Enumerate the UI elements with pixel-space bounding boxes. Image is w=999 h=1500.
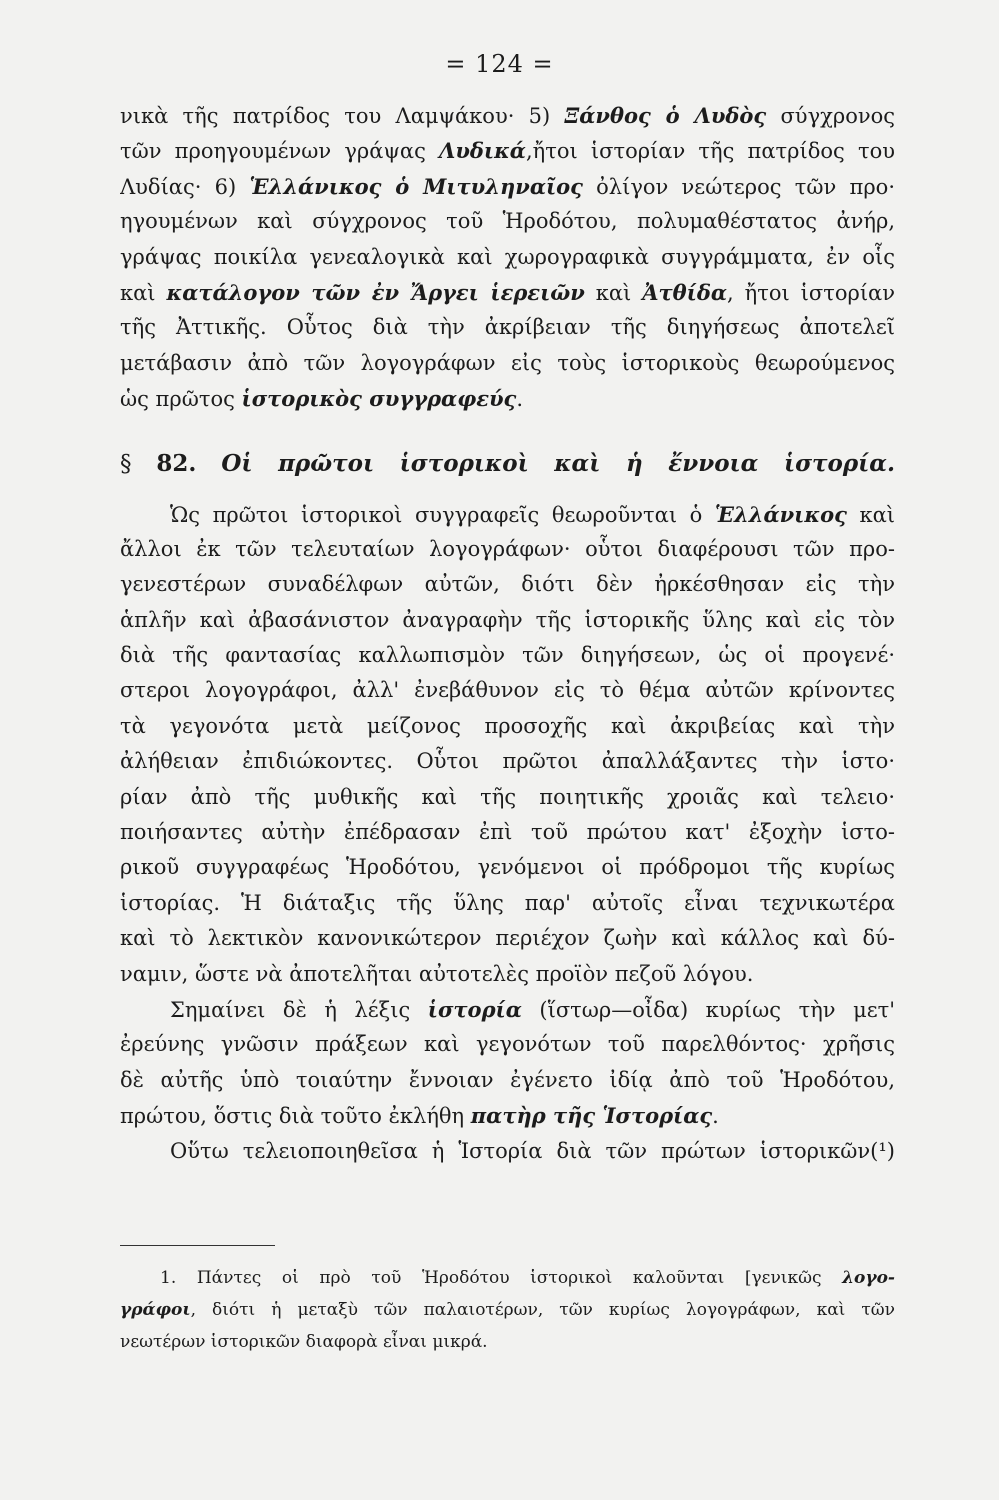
text-line: ἱστορίας. Ἡ διάταξις τῆς ὕλης παρ' αὐτοῖς εἶναι τεχνικωτέρα xyxy=(120,890,895,915)
text-line: ὡς πρῶτος ἱστορικὸς συγγραφεύς. xyxy=(120,386,524,412)
main-text xyxy=(120,98,895,1169)
text-line: μετάβασιν ἀπὸ τῶν λογογράφων εἰς τοὺς ἱστορικοὺς θεωρούμενος xyxy=(120,350,895,375)
text-line: στεροι λογογράφοι, ἀλλ' ἐνεβάθυνον εἰς τὸ θέμα αὐτῶν κρίνοντες xyxy=(120,678,895,703)
footnote-rule xyxy=(120,1245,275,1246)
section-symbol: § xyxy=(120,450,132,477)
footnote xyxy=(120,1262,895,1358)
text-line: γράψας ποικίλα γενεαλογικὰ καὶ χωρογραφικὰ συγγράμματα, ἐν οἷς xyxy=(120,244,895,269)
emphasized-term: πατὴρ τῆς Ἱστορίας xyxy=(470,1103,713,1129)
text-line: διὰ τῆς φαντασίας καλλωπισμὸν τῶν διηγήσεων, ὡς οἱ προγενέ· xyxy=(120,643,895,668)
emphasized-term: ἱστορικὸς συγγραφεύς xyxy=(241,386,517,412)
text-line: τὰ γεγονότα μετὰ μείζονος προσοχῆς καὶ ἀκριβείας καὶ τὴν xyxy=(120,713,895,738)
spacer xyxy=(120,417,895,439)
footnote-line: νεωτέρων ἱστορικῶν διαφορὰ εἶναι μικρά. xyxy=(120,1332,488,1352)
emphasized-term: γράφοι xyxy=(120,1300,191,1320)
text-line: γενεστέρων συναδέλφων αὐτῶν, διότι δὲν ἠρκέσθησαν εἰς τὴν xyxy=(120,572,895,597)
text-line: καὶ τὸ λεκτικὸν κανονικώτερον περιέχον ζωὴν καὶ κάλλος καὶ δύ- xyxy=(120,926,895,951)
text-line: ναμιν, ὥστε νὰ ἀποτελῆται αὐτοτελὲς προϊὸν πεζοῦ λόγου. xyxy=(120,961,754,986)
paragraph-2 xyxy=(120,497,895,992)
footnote-line: 1. Πάντες οἱ πρὸ τοῦ Ἡροδότου ἱστορικοὶ καλοῦνται [γενικῶς λογο- xyxy=(160,1268,895,1288)
emphasized-term: Ἑλλάνικος xyxy=(714,501,847,527)
footnote-line: γράφοι, διότι ἡ μεταξὺ τῶν παλαιοτέρων, τῶν κυρίως λογογράφων, καὶ τῶν xyxy=(120,1300,895,1320)
text-line: ρίαν ἀπὸ τῆς μυθικῆς καὶ τῆς ποιητικῆς χροιᾶς καὶ τελειο· xyxy=(120,784,895,809)
text-line: ἁπλῆν καὶ ἀβασάνιστον ἀναγραφὴν τῆς ἱστορικῆς ὕλης καὶ εἰς τὸν xyxy=(120,607,895,632)
paragraph-3 xyxy=(120,992,895,1134)
paragraph-1 xyxy=(120,98,895,417)
emphasized-term: λογο- xyxy=(842,1268,895,1288)
spacer xyxy=(120,489,895,497)
section-title: Οἱ πρῶτοι ἱστορικοὶ καὶ ἡ ἔννοια ἱστορία. xyxy=(221,449,895,477)
text-line: ἄλλοι ἐκ τῶν τελευταίων λογογράφων· οὗτοι διαφέρουσι τῶν προ- xyxy=(120,536,895,561)
text-line: καὶ κατάλογον τῶν ἐν Ἄργει ἱερειῶν καὶ Ἀτθίδα, ἤτοι ἱστορίαν xyxy=(120,279,895,305)
text-line: πρώτου, ὅστις διὰ τοῦτο ἐκλήθη πατὴρ τῆς Ἱστορίας. xyxy=(120,1103,719,1129)
emphasized-term: Λυδικά xyxy=(439,138,526,164)
text-line: ηγουμένων καὶ σύγχρονος τοῦ Ἡροδότου, πολυμαθέστατος ἀνήρ, xyxy=(120,209,895,234)
text-line: ρικοῦ συγγραφέως Ἡροδότου, γενόμενοι οἱ πρόδρομοι τῆς κυρίως xyxy=(120,855,895,880)
paragraph-4 xyxy=(120,1134,895,1169)
section-heading xyxy=(120,439,895,489)
text-line: Σημαίνει δὲ ἡ λέξις ἱστορία (ἵστωρ—οἶδα) κυρίως τὴν μετ' xyxy=(170,996,895,1022)
emphasized-term: Ξάνθος ὁ Λυδὸς xyxy=(564,103,767,128)
text-line: τῶν προηγουμένων γράψας Λυδικά,ἤτοι ἱστορίαν τῆς πατρίδος του xyxy=(120,138,895,164)
text-line: τῆς Ἀττικῆς. Οὗτος διὰ τὴν ἀκρίβειαν τῆς διηγήσεως ἀποτελεῖ xyxy=(120,315,895,340)
emphasized-term: Ἀτθίδα xyxy=(642,279,728,305)
emphasized-term: Ἑλλάνικος ὁ Μιτυληναῖος xyxy=(249,173,583,199)
text-line: Ὡς πρῶτοι ἱστορικοὶ συγγραφεῖς θεωροῦνται ὁ Ἑλλάνικος καὶ xyxy=(170,501,895,527)
text-line: Λυδίας· 6) Ἑλλάνικος ὁ Μιτυληναῖος ὀλίγον νεώτερος τῶν προ· xyxy=(120,173,895,199)
text-line: Οὕτω τελειοποιηθεῖσα ἡ Ἱστορία διὰ τῶν πρώτων ἱστορικῶν(¹) xyxy=(170,1138,895,1163)
emphasized-term: ἱστορία xyxy=(427,996,522,1022)
section-number: 82. xyxy=(156,449,197,477)
text-line: νικὰ τῆς πατρίδος του Λαμψάκου· 5) Ξάνθος ὁ Λυδὸς σύγχρονος xyxy=(120,103,895,128)
emphasized-term: κατάλογον τῶν ἐν Ἄργει ἱερειῶν xyxy=(166,279,585,305)
text-line: ἀλήθειαν ἐπιδιώκοντες. Οὗτοι πρῶτοι ἀπαλλάξαντες τὴν ἱστο· xyxy=(120,749,895,774)
page-number: = 124 = xyxy=(445,50,554,78)
text-line: δὲ αὐτῆς ὑπὸ τοιαύτην ἔννοιαν ἐγένετο ἰδίᾳ ἀπὸ τοῦ Ἡροδότου, xyxy=(120,1067,895,1092)
text-line: ποιήσαντες αὐτὴν ἐπέδρασαν ἐπὶ τοῦ πρώτου κατ' ἐξοχὴν ἱστο- xyxy=(120,820,895,845)
text-line: ἐρεύνης γνῶσιν πράξεων καὶ γεγονότων τοῦ παρελθόντος· χρῆσις xyxy=(120,1032,895,1057)
